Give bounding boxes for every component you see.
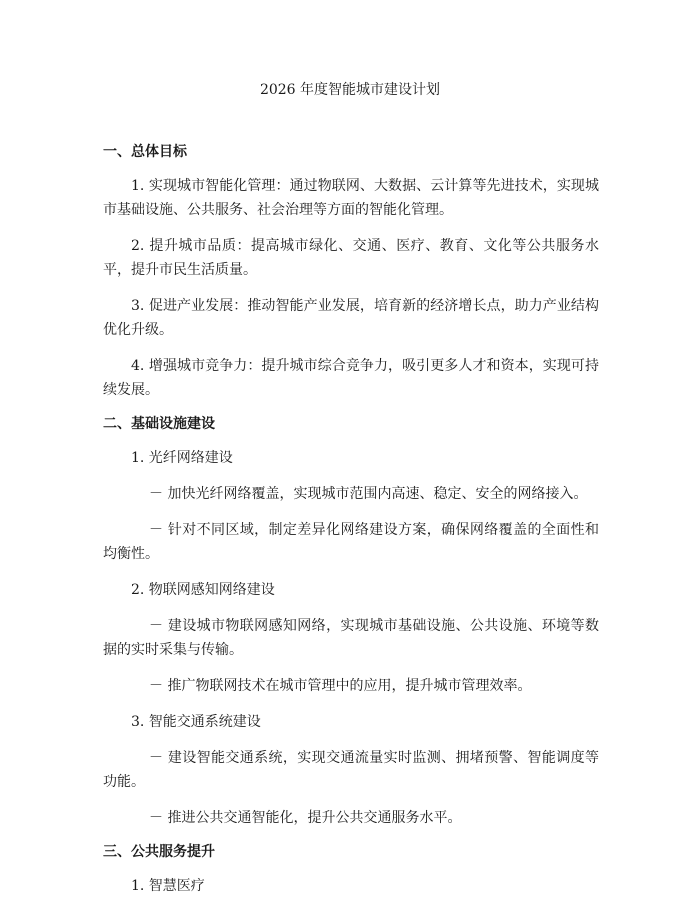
document-title: 2026 年度智能城市建设计划 xyxy=(259,82,441,98)
goal-item-2: 2. 提升城市品质：提高城市绿化、交通、医疗、教育、文化等公共服务水平，提升市民生活质量。 xyxy=(103,238,599,278)
iot-point-1: － 建设城市物联网感知网络，实现城市基础设施、公共设施、环境等数据的实时采集与传输。 xyxy=(103,618,599,658)
traffic-point-1: － 建设智能交通系统，实现交通流量实时监测、拥堵预警、智能调度等功能。 xyxy=(103,750,599,790)
goal-item-1: 1. 实现城市智能化管理：通过物联网、大数据、云计算等先进技术，实现城市基础设施、公共服务、社会治理等方面的智能化管理。 xyxy=(103,178,599,218)
section-heading-goals: 一、总体目标 xyxy=(103,144,187,160)
subsection-smart-healthcare: 1. 智慧医疗 xyxy=(131,878,205,894)
fiber-point-1: － 加快光纤网络覆盖，实现城市范围内高速、稳定、安全的网络接入。 xyxy=(149,486,588,502)
document-body xyxy=(103,142,599,910)
traffic-point-2: － 推进公共交通智能化，提升公共交通服务水平。 xyxy=(149,810,462,826)
goal-item-4: 4. 增强城市竞争力：提升城市综合竞争力，吸引更多人才和资本，实现可持续发展。 xyxy=(103,358,599,398)
subsection-iot-network: 2. 物联网感知网络建设 xyxy=(131,582,275,598)
fiber-point-2: － 针对不同区域，制定差异化网络建设方案，确保网络覆盖的全面性和均衡性。 xyxy=(103,522,599,562)
subsection-fiber-network: 1. 光纤网络建设 xyxy=(131,450,233,466)
goal-item-3: 3. 促进产业发展：推动智能产业发展，培育新的经济增长点，助力产业结构优化升级。 xyxy=(103,298,599,338)
iot-point-2: － 推广物联网技术在城市管理中的应用，提升城市管理效率。 xyxy=(149,678,532,694)
section-heading-infrastructure: 二、基础设施建设 xyxy=(103,416,215,432)
section-heading-public-services: 三、公共服务提升 xyxy=(103,844,215,860)
subsection-smart-traffic: 3. 智能交通系统建设 xyxy=(131,714,261,730)
